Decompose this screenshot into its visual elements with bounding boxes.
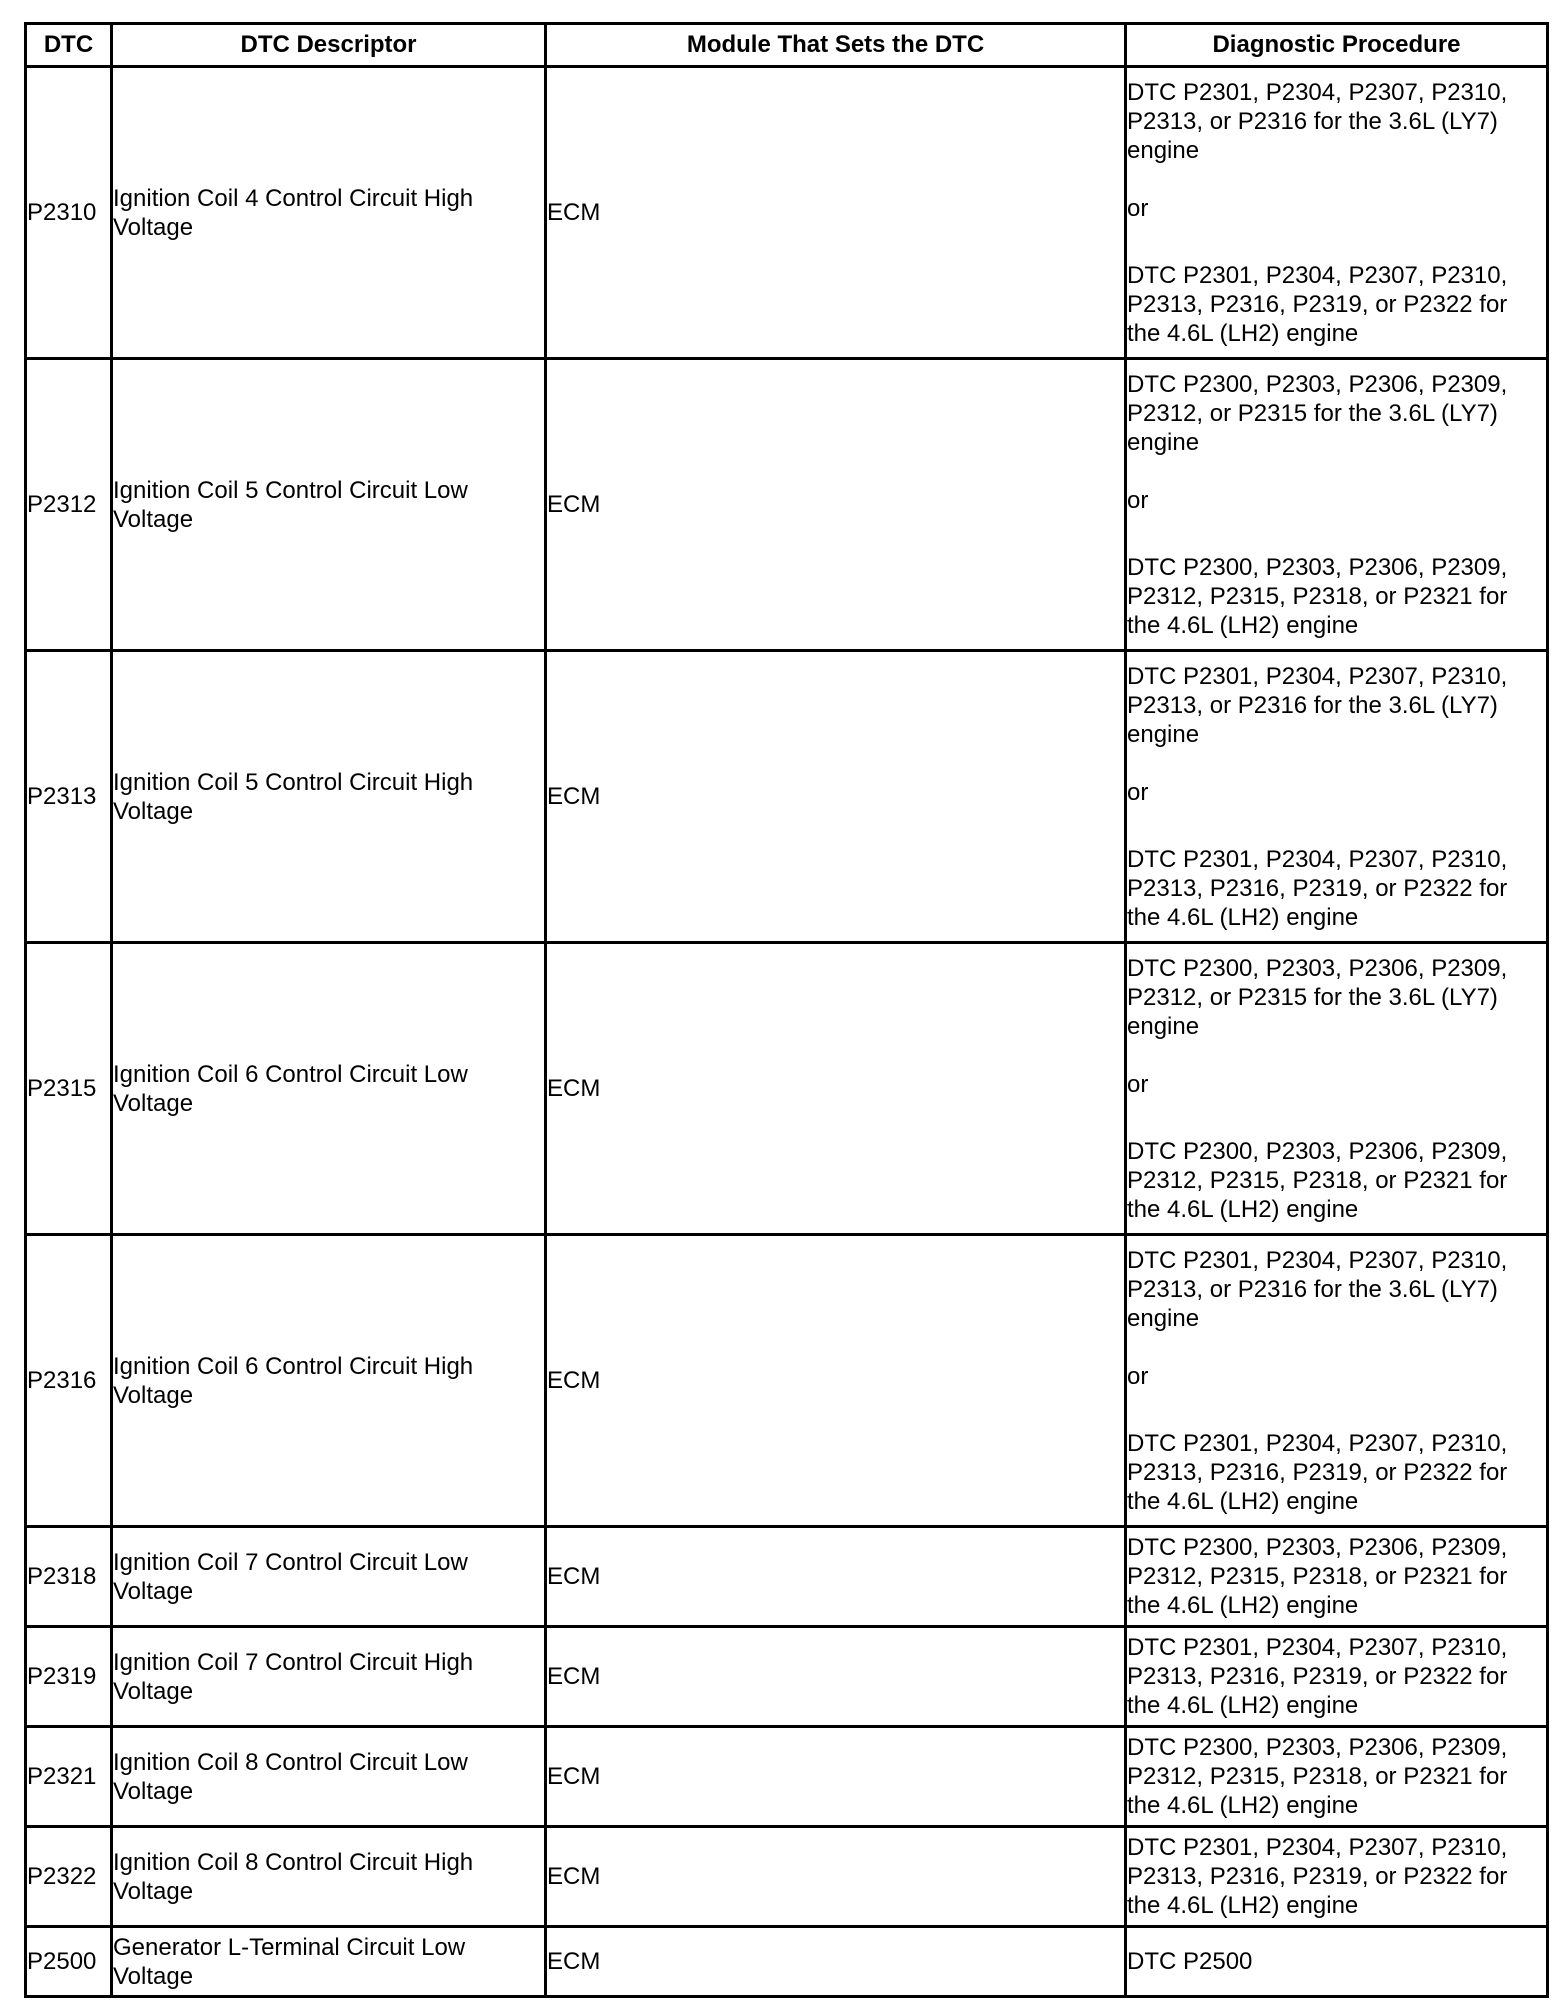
procedure-text: DTC P2301, P2304, P2307, P2310, P2313, or P2316 for the 3.6L (LY7) engine	[1127, 1246, 1508, 1332]
header-module: Module That Sets the DTC	[546, 24, 1126, 67]
dtc-descriptor-cell: Ignition Coil 6 Control Circuit High Voltage	[112, 1235, 546, 1527]
dtc-code-cell: P2500	[26, 1927, 112, 1997]
procedure-text: DTC P2500	[1127, 1948, 1253, 1975]
module-cell: ECM	[546, 67, 1126, 359]
dtc-descriptor-cell: Ignition Coil 8 Control Circuit Low Voltage	[112, 1727, 546, 1827]
dtc-code-cell: P2316	[26, 1235, 112, 1527]
procedure-text: DTC P2301, P2304, P2307, P2310, P2313, P2316, P2319, or P2322 for the 4.6L (LH2) engine	[1127, 1429, 1508, 1515]
procedure-text: DTC P2300, P2303, P2306, P2309, P2312, P2315, P2318, or P2321 for the 4.6L (LH2) engine	[1127, 1734, 1508, 1819]
procedure-text: DTC P2300, P2303, P2306, P2309, P2312, P2315, P2318, or P2321 for the 4.6L (LH2) engine	[1127, 1534, 1508, 1619]
diagnostic-procedure-cell	[1126, 651, 1548, 943]
dtc-table	[24, 22, 1549, 1998]
dtc-descriptor-cell: Ignition Coil 8 Control Circuit High Voltage	[112, 1827, 546, 1927]
table-header-row	[26, 24, 1548, 67]
dtc-descriptor-cell: Ignition Coil 6 Control Circuit Low Voltage	[112, 943, 546, 1235]
procedure-text: DTC P2301, P2304, P2307, P2310, P2313, or P2316 for the 3.6L (LY7) engine	[1127, 78, 1508, 164]
dtc-descriptor-cell: Ignition Coil 5 Control Circuit Low Voltage	[112, 359, 546, 651]
module-cell: ECM	[546, 1927, 1126, 1997]
diagnostic-procedure-cell	[1126, 943, 1548, 1235]
procedure-text: DTC P2301, P2304, P2307, P2310, P2313, P2316, P2319, or P2322 for the 4.6L (LH2) engine	[1127, 1634, 1508, 1719]
procedure-text: DTC P2300, P2303, P2306, P2309, P2312, or P2315 for the 3.6L (LY7) engine	[1127, 954, 1508, 1040]
diagnostic-procedure-cell	[1126, 1627, 1548, 1727]
dtc-code-cell: P2312	[26, 359, 112, 651]
procedure-or-separator: or	[1127, 194, 1149, 222]
dtc-code-cell: P2322	[26, 1827, 112, 1927]
module-cell: ECM	[546, 1627, 1126, 1727]
module-cell: ECM	[546, 1235, 1126, 1527]
module-cell: ECM	[546, 943, 1126, 1235]
dtc-code-cell: P2313	[26, 651, 112, 943]
table-row	[26, 651, 1548, 943]
header-dtc-descriptor: DTC Descriptor	[112, 24, 546, 67]
diagnostic-procedure-cell	[1126, 1927, 1548, 1997]
diagnostic-procedure-cell	[1126, 359, 1548, 651]
procedure-text: DTC P2301, P2304, P2307, P2310, P2313, P2316, P2319, or P2322 for the 4.6L (LH2) engine	[1127, 1834, 1508, 1919]
procedure-or-separator: or	[1127, 778, 1149, 806]
table-row	[26, 1627, 1548, 1727]
dtc-descriptor-cell: Ignition Coil 4 Control Circuit High Voltage	[112, 67, 546, 359]
diagnostic-procedure-cell	[1126, 67, 1548, 359]
dtc-descriptor-cell: Ignition Coil 5 Control Circuit High Voltage	[112, 651, 546, 943]
table-row	[26, 1727, 1548, 1827]
header-diagnostic-procedure: Diagnostic Procedure	[1126, 24, 1548, 67]
table-row	[26, 67, 1548, 359]
procedure-text: DTC P2300, P2303, P2306, P2309, P2312, P2315, P2318, or P2321 for the 4.6L (LH2) engine	[1127, 553, 1508, 639]
diagnostic-procedure-cell	[1126, 1235, 1548, 1527]
module-cell: ECM	[546, 1727, 1126, 1827]
table-row	[26, 1235, 1548, 1527]
module-cell: ECM	[546, 651, 1126, 943]
procedure-text: DTC P2300, P2303, P2306, P2309, P2312, P2315, P2318, or P2321 for the 4.6L (LH2) engine	[1127, 1137, 1508, 1223]
table-row	[26, 943, 1548, 1235]
table-row	[26, 359, 1548, 651]
dtc-code-cell: P2319	[26, 1627, 112, 1727]
dtc-code-cell: P2315	[26, 943, 112, 1235]
dtc-code-cell: P2318	[26, 1527, 112, 1627]
dtc-descriptor-cell: Ignition Coil 7 Control Circuit High Voltage	[112, 1627, 546, 1727]
procedure-or-separator: or	[1127, 486, 1149, 514]
dtc-descriptor-cell: Ignition Coil 7 Control Circuit Low Voltage	[112, 1527, 546, 1627]
diagnostic-procedure-cell	[1126, 1727, 1548, 1827]
procedure-text: DTC P2301, P2304, P2307, P2310, P2313, or P2316 for the 3.6L (LY7) engine	[1127, 662, 1508, 748]
procedure-or-separator: or	[1127, 1070, 1149, 1098]
module-cell: ECM	[546, 1527, 1126, 1627]
dtc-descriptor-cell: Generator L-Terminal Circuit Low Voltage	[112, 1927, 546, 1997]
dtc-code-cell: P2310	[26, 67, 112, 359]
table-row	[26, 1527, 1548, 1627]
table-row	[26, 1927, 1548, 1997]
procedure-or-separator: or	[1127, 1362, 1149, 1390]
module-cell: ECM	[546, 359, 1126, 651]
header-dtc: DTC	[26, 24, 112, 67]
procedure-text: DTC P2301, P2304, P2307, P2310, P2313, P2316, P2319, or P2322 for the 4.6L (LH2) engine	[1127, 261, 1508, 347]
diagnostic-procedure-cell	[1126, 1527, 1548, 1627]
diagnostic-procedure-cell	[1126, 1827, 1548, 1927]
procedure-text: DTC P2301, P2304, P2307, P2310, P2313, P2316, P2319, or P2322 for the 4.6L (LH2) engine	[1127, 845, 1508, 931]
procedure-text: DTC P2300, P2303, P2306, P2309, P2312, or P2315 for the 3.6L (LY7) engine	[1127, 370, 1508, 456]
module-cell: ECM	[546, 1827, 1126, 1927]
table-row	[26, 1827, 1548, 1927]
dtc-code-cell: P2321	[26, 1727, 112, 1827]
